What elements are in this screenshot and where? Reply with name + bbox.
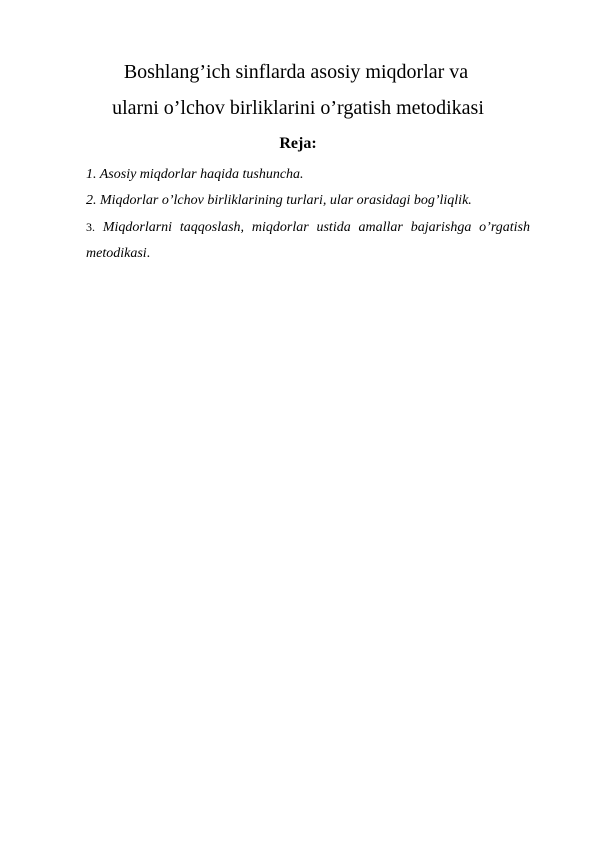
plan-item-text: Miqdorlar o’lchov birliklarining turlari, ular orasidagi bog’liqlik. [100, 193, 472, 208]
plan-item-text: Asosiy miqdorlar haqida tushuncha. [99, 167, 304, 182]
plan-item-trailing-period: . [146, 246, 151, 261]
document-title-line-2: ularni o’lchov birliklarini o’rgatish metodikasi [112, 97, 484, 119]
plan-item-number: 3. [86, 220, 95, 234]
plan-item-2 [86, 188, 530, 214]
plan-item-number: 1. [86, 167, 97, 182]
document-title-line-1: Boshlang’ich sinflarda asosiy miqdorlar va [123, 61, 469, 83]
plan-heading: Reja: [279, 135, 317, 152]
plan-item-text: Miqdorlarni taqqoslash, miqdorlar ustida amallar bajarishga o’rgatish metodikasi [86, 220, 531, 261]
plan-item-3 [86, 214, 530, 267]
plan-item-number: 2. [86, 193, 97, 208]
plan-item-1 [86, 162, 530, 188]
